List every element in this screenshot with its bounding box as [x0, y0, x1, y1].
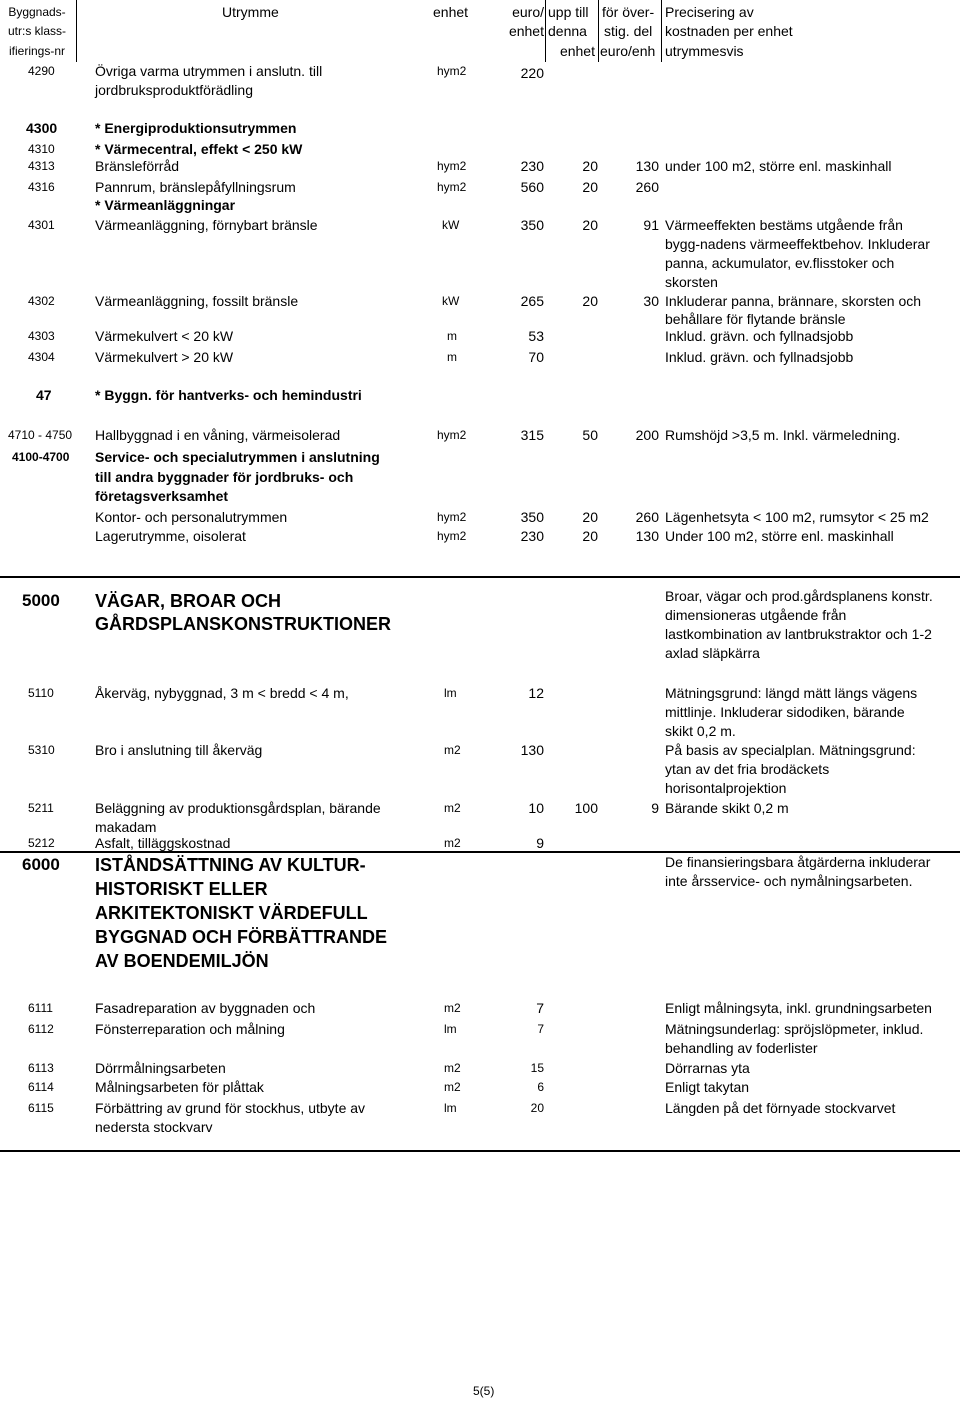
row-code: 4303 [28, 329, 55, 343]
row-unit: hym2 [437, 159, 467, 173]
row-unit: m2 [444, 801, 461, 815]
row-unit: kW [442, 294, 460, 308]
row-note: axlad släpkärra [665, 645, 760, 661]
header-divider [661, 0, 662, 62]
row-upto: 100 [574, 800, 598, 816]
header-code-line3: ifierings-nr [8, 44, 65, 58]
row-code: 6112 [28, 1022, 54, 1036]
row-desc: HISTORISKT ELLER [95, 879, 268, 899]
row-desc: Åkerväg, nybyggnad, 3 m < bredd < 4 m, [95, 685, 349, 701]
row-code: 4310 [28, 142, 55, 156]
row-desc: * Byggn. för hantverks- och hemindustri [95, 387, 362, 403]
row-unit: hym2 [437, 510, 467, 524]
row-unit: hym2 [437, 64, 467, 78]
row-upto: 20 [582, 528, 598, 544]
row-over: 91 [643, 217, 659, 233]
row-price: 53 [528, 328, 544, 344]
row-code: 5211 [28, 801, 54, 815]
row-note: skikt 0,2 m. [665, 723, 736, 739]
row-price: 560 [520, 179, 544, 195]
row-desc: Övriga varma utrymmen i anslutn. till [95, 63, 323, 79]
row-price: 350 [520, 217, 544, 233]
header-note-line2: kostnaden per enhet [665, 23, 793, 39]
row-price: 6 [537, 1080, 544, 1094]
row-price: 15 [530, 1061, 544, 1075]
header-over-line3: euro/enh [600, 43, 656, 59]
header-note-line3: utrymmesvis [665, 43, 744, 59]
row-price: 265 [520, 293, 544, 309]
row-price: 130 [520, 742, 544, 758]
row-note: bygg-nadens värmeeffektbehov. Inkluderar [665, 236, 930, 252]
row-desc: Värmeanläggning, fossilt bränsle [95, 293, 299, 309]
row-desc: jordbruksproduktförädling [95, 82, 253, 98]
row-note: panna, ackumulator, ev.flisstoker och [665, 255, 895, 271]
row-upto: 20 [582, 509, 598, 525]
row-note: Mätningsgrund: längd mätt längs vägens [665, 685, 918, 701]
row-desc: Bro i anslutning till åkerväg [95, 742, 263, 758]
row-price: 350 [520, 509, 544, 525]
row-note: behandling av foderlister [665, 1040, 818, 1056]
row-desc: GÅRDSPLANSKONSTRUKTIONER [95, 614, 392, 634]
row-price: 315 [520, 427, 544, 443]
row-unit: m2 [444, 1080, 461, 1094]
row-price: 220 [520, 65, 544, 81]
row-unit: m [447, 350, 457, 364]
row-note: På basis av specialplan. Mätningsgrund: [665, 742, 916, 758]
row-desc: ISTÅNDSÄTTNING AV KULTUR- [95, 855, 366, 875]
row-upto: 20 [582, 179, 598, 195]
row-code: 6115 [28, 1101, 54, 1115]
row-unit: lm [444, 686, 457, 700]
header-code-line1: Byggnads- [8, 5, 66, 19]
row-over: 200 [635, 427, 659, 443]
row-note: Dörrarnas yta [665, 1060, 750, 1076]
header-over-line2: stig. del [604, 23, 653, 39]
row-code: 5000 [22, 591, 60, 610]
row-code: 6111 [28, 1001, 53, 1015]
row-price: 70 [528, 349, 544, 365]
row-price: 7 [536, 1000, 544, 1016]
row-desc: VÄGAR, BROAR OCH [95, 591, 282, 611]
row-desc: Lagerutrymme, oisolerat [95, 528, 246, 544]
header-upto-line2: denna [548, 23, 587, 39]
row-note: Inklud. grävn. och fyllnadsjobb [665, 328, 854, 344]
row-desc: Bränsleförråd [95, 158, 180, 174]
row-note: inte årsservice- och nymålningsarbeten. [665, 873, 913, 889]
row-note: Värmeeffekten bestäms utgående från [665, 217, 903, 233]
row-over: 260 [635, 179, 659, 195]
row-over: 260 [635, 509, 659, 525]
row-desc: Förbättring av grund för stockhus, utbyte av [95, 1100, 366, 1116]
row-code: 4300 [26, 120, 58, 136]
row-code: 5310 [28, 743, 55, 757]
row-desc: företagsverksamhet [95, 488, 229, 504]
row-note: mittlinje. Inkluderar sidodiken, bärande [665, 704, 905, 720]
page-number: 5(5) [473, 1384, 495, 1398]
header-unit: enhet [433, 4, 469, 20]
row-unit: hym2 [437, 180, 467, 194]
row-code: 4710 - 4750 [8, 428, 73, 442]
row-code: 4290 [28, 64, 55, 78]
header-divider [76, 0, 77, 62]
row-desc: Pannrum, bränslepåfyllningsrum [95, 179, 296, 195]
row-over: 130 [635, 158, 659, 174]
row-note: Mätningsunderlag: spröjslöpmeter, inklud. [665, 1021, 924, 1037]
row-code: 4301 [28, 218, 55, 232]
row-code: 4100-4700 [12, 450, 70, 464]
header-note-line1: Precisering av [665, 4, 754, 20]
row-code: 5110 [28, 686, 54, 700]
row-over: 130 [635, 528, 659, 544]
row-desc: Beläggning av produktionsgårdsplan, bärande [95, 800, 381, 816]
row-unit: hym2 [437, 529, 467, 543]
row-note: horisontalprojektion [665, 780, 787, 796]
row-code: 4313 [28, 159, 55, 173]
row-note: ytan av det fria brodäckets [665, 761, 830, 777]
row-note: De finansieringsbara åtgärderna inkluderar [665, 854, 931, 870]
row-code: 47 [36, 387, 52, 403]
row-desc: Värmeanläggning, förnybart bränsle [95, 217, 318, 233]
row-note: Rumshöjd >3,5 m. Inkl. värmeledning. [665, 427, 901, 443]
row-note: Enligt målningsyta, inkl. grundningsarbeten [665, 1000, 932, 1016]
row-desc: till andra byggnader för jordbruks- och [95, 469, 354, 485]
row-note: Enligt takytan [665, 1079, 750, 1095]
row-desc: * Värmecentral, effekt < 250 kW [95, 141, 303, 157]
row-unit: m2 [444, 1061, 461, 1075]
row-unit: lm [444, 1022, 457, 1036]
row-unit: m2 [444, 743, 461, 757]
row-desc: nedersta stockvarv [95, 1119, 213, 1135]
row-upto: 20 [582, 158, 598, 174]
section-divider [0, 1150, 960, 1152]
header-divider [545, 0, 546, 62]
row-desc: BYGGNAD OCH FÖRBÄTTRANDE [95, 927, 387, 947]
row-upto: 20 [582, 293, 598, 309]
row-upto: 50 [582, 427, 598, 443]
row-desc: Fasadreparation av byggnaden och [95, 1000, 316, 1016]
row-note: Lägenhetsyta < 100 m2, rumsytor < 25 m2 [665, 509, 929, 525]
row-over: 30 [643, 293, 659, 309]
row-desc: * Energiproduktionsutrymmen [95, 120, 297, 136]
row-note: Broar, vägar och prod.gårdsplanens konstr. [665, 588, 933, 604]
row-code: 4316 [28, 180, 55, 194]
row-over: 9 [651, 800, 659, 816]
row-code: 4302 [28, 294, 55, 308]
header-divider [598, 0, 599, 62]
row-price: 12 [528, 685, 544, 701]
row-upto: 20 [582, 217, 598, 233]
row-note: Inklud. grävn. och fyllnadsjobb [665, 349, 854, 365]
header-code-line2: utr:s klass- [7, 24, 66, 38]
row-price: 10 [528, 800, 544, 816]
row-desc: Dörrmålningsarbeten [95, 1060, 226, 1076]
row-desc: Värmekulvert > 20 kW [95, 349, 234, 365]
row-desc: Kontor- och personalutrymmen [95, 509, 288, 525]
header-price-line1: euro/ [512, 4, 544, 20]
row-price: 230 [520, 528, 544, 544]
row-desc: makadam [95, 819, 157, 835]
row-desc: Asfalt, tilläggskostnad [95, 835, 231, 851]
row-note: lastkombination av lantbrukstraktor och 1-2 [665, 626, 932, 642]
row-unit: m2 [444, 836, 461, 850]
row-price: 7 [537, 1022, 544, 1036]
row-desc: Värmekulvert < 20 kW [95, 328, 234, 344]
row-desc: * Värmeanläggningar [95, 197, 236, 213]
row-desc: ARKITEKTONISKT VÄRDEFULL [95, 903, 368, 923]
header-over-line1: för över- [602, 4, 655, 20]
row-unit: lm [444, 1101, 457, 1115]
row-code: 5212 [28, 836, 55, 850]
row-unit: hym2 [437, 428, 467, 442]
row-unit: kW [442, 218, 460, 232]
row-note: skorsten [665, 274, 718, 290]
header-upto-line1: upp till [548, 4, 589, 20]
header-price-line2: enhet [508, 23, 544, 39]
row-code: 6000 [22, 855, 60, 874]
row-code: 6114 [28, 1080, 54, 1094]
row-desc: Målningsarbeten för plåttak [95, 1079, 264, 1095]
row-unit: m [447, 329, 457, 343]
row-price: 230 [520, 158, 544, 174]
row-price: 20 [530, 1101, 544, 1115]
header-upto-line3: enhet [559, 43, 595, 59]
row-note: Inkluderar panna, brännare, skorsten och [665, 293, 922, 309]
row-note: Bärande skikt 0,2 m [665, 800, 789, 816]
header-space: Utrymme [222, 4, 279, 20]
row-note: behållare för flytande bränsle [665, 311, 846, 327]
row-note: Under 100 m2, större enl. maskinhall [665, 528, 894, 544]
row-code: 4304 [28, 350, 55, 364]
row-desc: Fönsterreparation och målning [95, 1021, 285, 1037]
row-note: dimensioneras utgående från [665, 607, 847, 623]
row-desc: Hallbyggnad i en våning, värmeisolerad [95, 427, 341, 443]
row-unit: m2 [444, 1001, 461, 1015]
row-code: 6113 [28, 1061, 54, 1075]
row-price: 9 [536, 835, 544, 851]
row-note: Längden på det förnyade stockvarvet [665, 1100, 896, 1116]
row-note: under 100 m2, större enl. maskinhall [665, 158, 892, 174]
row-desc: AV BOENDEMILJÖN [95, 951, 269, 971]
section-divider [0, 576, 960, 578]
row-desc: Service- och specialutrymmen i anslutning [95, 449, 380, 465]
